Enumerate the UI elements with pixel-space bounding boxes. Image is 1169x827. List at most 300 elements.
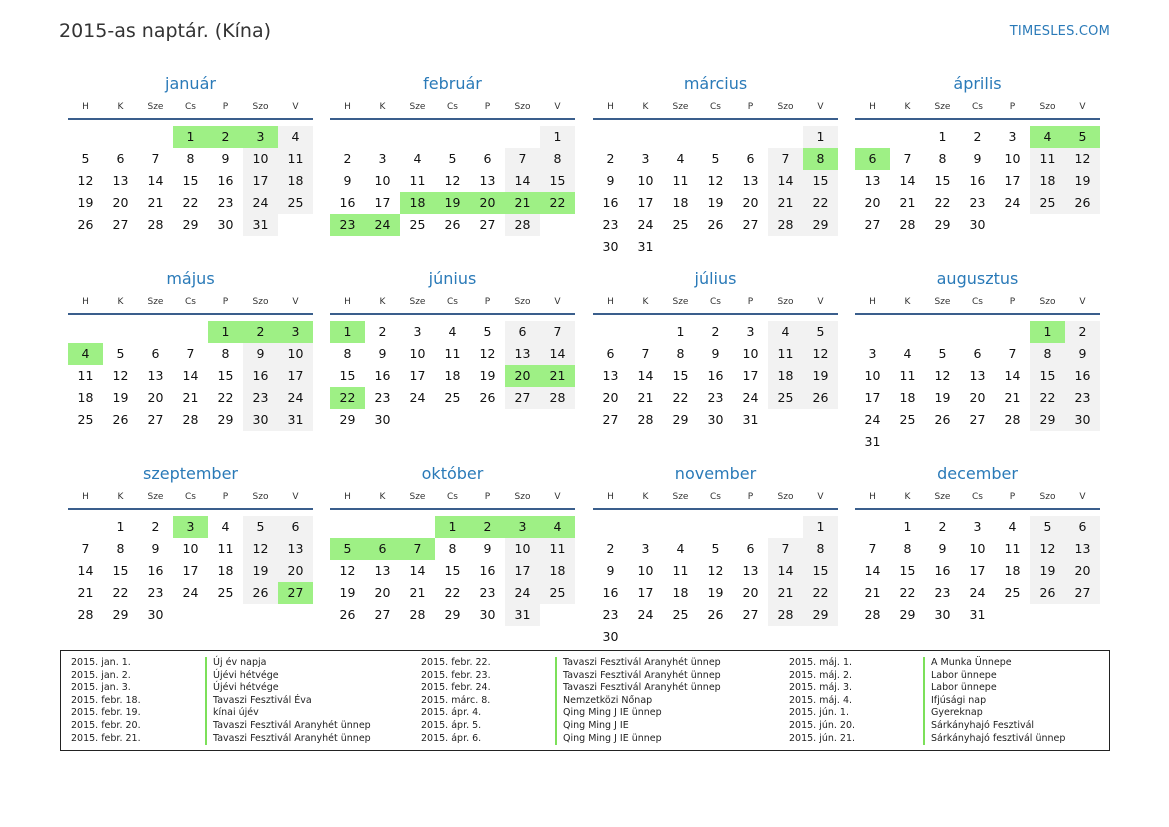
day-cell: 28 <box>768 214 803 236</box>
weekday-header <box>330 96 575 120</box>
day-cell: 30 <box>934 607 951 622</box>
day-cell: 3 <box>278 321 313 343</box>
day-cell: 23 <box>330 214 365 236</box>
legend-date: 2015. máj. 3. <box>789 682 853 694</box>
day-cell: 4 <box>903 346 912 361</box>
month-block <box>68 462 313 626</box>
day-cell: 15 <box>672 368 689 383</box>
weekday-label: K <box>904 102 911 112</box>
weekday-label: Sze <box>147 102 164 112</box>
weekday-label: K <box>117 492 124 502</box>
day-cell: 15 <box>182 173 199 188</box>
day-cell: 19 <box>934 390 951 405</box>
day-cell: 11 <box>217 541 234 556</box>
legend-holiday-name: Qing Ming J IE ünnep <box>555 733 662 746</box>
day-cell: 21 <box>409 585 426 600</box>
day-cell: 25 <box>1004 585 1021 600</box>
weekday-label: K <box>379 102 386 112</box>
day-cell: 15 <box>803 560 838 582</box>
day-cell: 17 <box>505 560 540 582</box>
month-block <box>593 462 838 648</box>
weekday-label: P <box>484 492 491 502</box>
day-cell: 25 <box>672 217 689 232</box>
week-row <box>855 214 1100 236</box>
legend-date: 2015. febr. 18. <box>71 694 141 706</box>
day-cell: 27 <box>864 217 881 232</box>
week-row <box>68 604 313 626</box>
day-cell: 17 <box>409 368 426 383</box>
legend-date: 2015. jún. 1. <box>789 707 850 719</box>
week-row <box>593 321 838 343</box>
day-cell: 14 <box>1004 368 1021 383</box>
day-cell: 26 <box>934 412 951 427</box>
day-cell: 12 <box>1030 538 1065 560</box>
day-cell: 26 <box>112 412 129 427</box>
weekday-label: Cs <box>710 492 721 502</box>
week-row <box>330 516 575 538</box>
week-row <box>855 321 1100 343</box>
week-row <box>330 170 575 192</box>
day-cell: 4 <box>278 126 313 148</box>
day-cell: 10 <box>742 346 759 361</box>
day-cell: 8 <box>803 148 838 170</box>
day-cell: 12 <box>803 343 838 365</box>
day-cell: 15 <box>112 563 129 578</box>
day-cell: 12 <box>1065 148 1100 170</box>
day-cell: 17 <box>969 563 986 578</box>
weekday-header <box>855 291 1100 315</box>
week-row <box>68 387 313 409</box>
weekday-label: P <box>222 102 229 112</box>
day-cell: 29 <box>672 412 689 427</box>
weekday-label: Szo <box>777 102 794 112</box>
week-row <box>855 387 1100 409</box>
day-cell: 5 <box>803 321 838 343</box>
day-cell: 19 <box>243 560 278 582</box>
week-row <box>330 560 575 582</box>
day-cell: 11 <box>409 173 426 188</box>
day-cell: 17 <box>278 365 313 387</box>
legend-date: 2015. febr. 21. <box>71 732 141 744</box>
day-cell: 3 <box>378 151 387 166</box>
week-row <box>593 516 838 538</box>
day-cell: 17 <box>374 195 391 210</box>
day-cell: 2 <box>606 541 615 556</box>
day-cell: 4 <box>448 324 457 339</box>
week-row <box>593 626 838 648</box>
empty-day-cell <box>68 321 103 343</box>
calendar-grid <box>68 72 1102 644</box>
day-cell: 29 <box>182 217 199 232</box>
day-cell: 8 <box>116 541 125 556</box>
day-cell: 28 <box>409 607 426 622</box>
day-cell: 20 <box>864 195 881 210</box>
legend-date: 2015. febr. 19. <box>71 707 141 719</box>
day-cell: 9 <box>378 346 387 361</box>
empty-day-cell <box>540 604 575 626</box>
day-cell: 28 <box>540 387 575 409</box>
weekday-label: Szo <box>777 297 794 307</box>
day-cell: 4 <box>221 519 230 534</box>
day-cell: 26 <box>243 582 278 604</box>
day-cell: 14 <box>637 368 654 383</box>
day-cell: 28 <box>899 217 916 232</box>
week-row <box>68 582 313 604</box>
day-cell: 22 <box>803 582 838 604</box>
day-cell: 1 <box>1030 321 1065 343</box>
day-cell: 11 <box>540 538 575 560</box>
empty-day-cell <box>768 236 803 258</box>
day-cell: 2 <box>378 324 387 339</box>
weekday-label: P <box>747 102 754 112</box>
week-row <box>68 170 313 192</box>
week-row <box>68 560 313 582</box>
legend-holiday-name: kínai újév <box>205 707 259 720</box>
day-cell: 25 <box>899 412 916 427</box>
day-cell: 21 <box>182 390 199 405</box>
day-cell: 16 <box>243 365 278 387</box>
day-cell: 2 <box>938 519 947 534</box>
empty-day-cell <box>628 516 663 538</box>
day-cell: 15 <box>934 173 951 188</box>
day-cell: 26 <box>339 607 356 622</box>
day-cell: 21 <box>77 585 94 600</box>
day-cell: 2 <box>243 321 278 343</box>
day-cell: 6 <box>505 321 540 343</box>
day-cell: 31 <box>505 604 540 626</box>
week-row <box>68 343 313 365</box>
week-row <box>330 148 575 170</box>
day-cell: 27 <box>278 582 313 604</box>
month-name: november <box>674 464 757 483</box>
empty-day-cell <box>663 626 698 648</box>
legend-holiday-name: Tavaszi Fesztivál Aranyhét ünnep <box>555 657 721 670</box>
day-cell: 15 <box>339 368 356 383</box>
day-cell: 7 <box>505 148 540 170</box>
day-cell: 21 <box>864 585 881 600</box>
empty-day-cell <box>733 516 768 538</box>
weekday-label: V <box>554 102 561 112</box>
legend-holiday-name: Qing Ming J IE ünnep <box>555 707 662 720</box>
week-row <box>593 409 838 431</box>
day-cell: 18 <box>1004 563 1021 578</box>
day-cell: 14 <box>505 170 540 192</box>
day-cell: 18 <box>400 192 435 214</box>
week-row <box>855 148 1100 170</box>
day-cell: 3 <box>746 324 755 339</box>
weekday-label: Sze <box>147 492 164 502</box>
day-cell: 31 <box>742 412 759 427</box>
weekday-label: P <box>747 492 754 502</box>
day-cell: 8 <box>448 541 457 556</box>
empty-day-cell <box>890 126 925 148</box>
empty-day-cell <box>400 516 435 538</box>
day-cell: 12 <box>243 538 278 560</box>
week-row <box>593 604 838 626</box>
day-cell: 6 <box>483 151 492 166</box>
empty-day-cell <box>855 516 890 538</box>
day-cell: 6 <box>116 151 125 166</box>
day-cell: 3 <box>973 519 982 534</box>
weekday-label: Cs <box>447 297 458 307</box>
week-row <box>68 148 313 170</box>
empty-day-cell <box>435 409 470 431</box>
day-cell: 4 <box>540 516 575 538</box>
empty-day-cell <box>628 626 663 648</box>
day-cell: 3 <box>413 324 422 339</box>
day-cell: 11 <box>444 346 461 361</box>
legend-holiday-name: Tavaszi Fesztivál Aranyhét ünnep <box>555 670 721 683</box>
day-cell: 29 <box>112 607 129 622</box>
week-row <box>855 365 1100 387</box>
day-cell: 2 <box>606 151 615 166</box>
week-row <box>855 170 1100 192</box>
holiday-legend <box>60 650 1110 751</box>
day-cell: 20 <box>112 195 129 210</box>
day-cell: 30 <box>1065 409 1100 431</box>
site-link[interactable]: TIMESLES.COM <box>1009 24 1110 39</box>
week-row <box>68 409 313 431</box>
day-cell: 19 <box>435 192 470 214</box>
day-cell: 10 <box>864 368 881 383</box>
day-cell: 30 <box>243 409 278 431</box>
weekday-label: V <box>817 102 824 112</box>
day-cell: 9 <box>938 541 947 556</box>
day-cell: 24 <box>243 192 278 214</box>
weekday-label: Szo <box>514 297 531 307</box>
day-cell: 5 <box>116 346 125 361</box>
week-row <box>68 365 313 387</box>
day-cell: 19 <box>803 365 838 387</box>
day-cell: 23 <box>934 585 951 600</box>
day-cell: 10 <box>409 346 426 361</box>
day-cell: 3 <box>641 151 650 166</box>
day-cell: 7 <box>868 541 877 556</box>
legend-holiday-name: Újévi hétvége <box>205 682 279 695</box>
empty-day-cell <box>208 604 243 626</box>
day-cell: 3 <box>243 126 278 148</box>
weekday-label: V <box>292 102 299 112</box>
empty-day-cell <box>470 126 505 148</box>
week-row <box>68 321 313 343</box>
week-row <box>330 538 575 560</box>
empty-day-cell <box>103 126 138 148</box>
day-cell: 29 <box>803 604 838 626</box>
day-cell: 9 <box>711 346 720 361</box>
weekday-label: H <box>607 297 614 307</box>
day-cell: 10 <box>278 343 313 365</box>
weekday-label: P <box>747 297 754 307</box>
weekday-label: K <box>642 492 649 502</box>
day-cell: 2 <box>1065 321 1100 343</box>
day-cell: 28 <box>505 214 540 236</box>
weekday-label: K <box>117 297 124 307</box>
day-cell: 22 <box>112 585 129 600</box>
weekday-label: P <box>222 297 229 307</box>
legend-date: 2015. máj. 2. <box>789 669 853 681</box>
weekday-label: K <box>642 297 649 307</box>
day-cell: 8 <box>221 346 230 361</box>
empty-day-cell <box>400 409 435 431</box>
day-cell: 1 <box>903 519 912 534</box>
weekday-header <box>855 486 1100 510</box>
weekday-label: Cs <box>185 102 196 112</box>
empty-day-cell <box>68 126 103 148</box>
empty-day-cell <box>1065 604 1100 626</box>
month-block <box>330 72 575 236</box>
day-cell: 20 <box>147 390 164 405</box>
legend-holiday-name: Sárkányhajó fesztivál ünnep <box>923 733 1065 746</box>
day-cell: 4 <box>413 151 422 166</box>
day-cell: 1 <box>330 321 365 343</box>
legend-date: 2015. márc. 8. <box>421 694 491 706</box>
day-cell: 3 <box>1008 129 1017 144</box>
day-cell: 27 <box>147 412 164 427</box>
day-cell: 31 <box>243 214 278 236</box>
day-cell: 15 <box>899 563 916 578</box>
day-cell: 28 <box>637 412 654 427</box>
month-block <box>855 267 1100 453</box>
day-cell: 12 <box>707 173 724 188</box>
legend-date: 2015. jan. 3. <box>71 682 131 694</box>
day-cell: 23 <box>1065 387 1100 409</box>
day-cell: 5 <box>1030 516 1065 538</box>
legend-holiday-name: Ifjúsági nap <box>923 695 986 708</box>
day-cell: 16 <box>602 195 619 210</box>
day-cell: 18 <box>217 563 234 578</box>
weekday-label: V <box>1079 492 1086 502</box>
day-cell: 10 <box>969 541 986 556</box>
day-cell: 27 <box>602 412 619 427</box>
weekday-label: P <box>1009 297 1016 307</box>
day-cell: 23 <box>374 390 391 405</box>
day-cell: 12 <box>112 368 129 383</box>
day-cell: 28 <box>182 412 199 427</box>
day-cell: 24 <box>637 607 654 622</box>
weekday-label: Sze <box>672 102 689 112</box>
day-cell: 19 <box>707 195 724 210</box>
day-cell: 18 <box>899 390 916 405</box>
day-cell: 21 <box>147 195 164 210</box>
day-cell: 30 <box>217 217 234 232</box>
day-cell: 13 <box>147 368 164 383</box>
weekday-header <box>68 291 313 315</box>
day-cell: 20 <box>470 192 505 214</box>
day-cell: 25 <box>77 412 94 427</box>
day-cell: 7 <box>641 346 650 361</box>
day-cell: 13 <box>374 563 391 578</box>
day-cell: 2 <box>151 519 160 534</box>
week-row <box>855 126 1100 148</box>
day-cell: 10 <box>1004 151 1021 166</box>
day-cell: 29 <box>444 607 461 622</box>
day-cell: 31 <box>637 239 654 254</box>
month-name: április <box>953 74 1002 93</box>
week-row <box>68 538 313 560</box>
empty-day-cell <box>925 321 960 343</box>
day-cell: 9 <box>606 173 615 188</box>
month-block <box>855 462 1100 626</box>
week-row <box>593 236 838 258</box>
day-cell: 29 <box>803 214 838 236</box>
legend-date: 2015. febr. 23. <box>421 669 491 681</box>
day-cell: 27 <box>969 412 986 427</box>
legend-date: 2015. ápr. 5. <box>421 719 482 731</box>
empty-day-cell <box>278 214 313 236</box>
weekday-label: H <box>607 492 614 502</box>
day-cell: 16 <box>707 368 724 383</box>
legend-holiday-name: Labor ünnepe <box>923 670 997 683</box>
day-cell: 11 <box>768 343 803 365</box>
day-cell: 14 <box>768 170 803 192</box>
day-cell: 18 <box>672 585 689 600</box>
weekday-label: P <box>222 492 229 502</box>
day-cell: 2 <box>343 151 352 166</box>
day-cell: 19 <box>1065 170 1100 192</box>
legend-date: 2015. máj. 4. <box>789 694 853 706</box>
day-cell: 10 <box>243 148 278 170</box>
day-cell: 1 <box>116 519 125 534</box>
weekday-label: K <box>379 492 386 502</box>
day-cell: 17 <box>637 195 654 210</box>
weekday-label: Sze <box>409 102 426 112</box>
day-cell: 12 <box>707 563 724 578</box>
day-cell: 19 <box>479 368 496 383</box>
day-cell: 22 <box>899 585 916 600</box>
week-row <box>593 170 838 192</box>
day-cell: 13 <box>864 173 881 188</box>
weekday-label: Sze <box>934 102 951 112</box>
empty-day-cell <box>138 126 173 148</box>
day-cell: 6 <box>973 346 982 361</box>
day-cell: 24 <box>742 390 759 405</box>
day-cell: 20 <box>1065 560 1100 582</box>
empty-day-cell <box>768 409 803 431</box>
day-cell: 1 <box>173 126 208 148</box>
month-block <box>593 267 838 431</box>
empty-day-cell <box>698 516 733 538</box>
day-cell: 22 <box>672 390 689 405</box>
day-cell: 30 <box>969 217 986 232</box>
day-cell: 22 <box>444 585 461 600</box>
day-cell: 6 <box>606 346 615 361</box>
day-cell: 7 <box>400 538 435 560</box>
weekday-label: H <box>869 492 876 502</box>
day-cell: 16 <box>1065 365 1100 387</box>
day-cell: 13 <box>1065 538 1100 560</box>
day-cell: 20 <box>505 365 540 387</box>
empty-day-cell <box>330 516 365 538</box>
day-cell: 16 <box>479 563 496 578</box>
weekday-label: Cs <box>185 297 196 307</box>
empty-day-cell <box>995 321 1030 343</box>
empty-day-cell <box>628 321 663 343</box>
day-cell: 15 <box>217 368 234 383</box>
empty-day-cell <box>855 321 890 343</box>
empty-day-cell <box>663 126 698 148</box>
day-cell: 27 <box>479 217 496 232</box>
week-row <box>593 126 838 148</box>
weekday-label: H <box>344 492 351 502</box>
weekday-label: Cs <box>710 102 721 112</box>
weekday-label: Sze <box>409 297 426 307</box>
week-row <box>68 214 313 236</box>
weekday-label: Cs <box>447 492 458 502</box>
day-cell: 28 <box>77 607 94 622</box>
day-cell: 12 <box>934 368 951 383</box>
empty-day-cell <box>1030 604 1065 626</box>
weekday-label: K <box>642 102 649 112</box>
